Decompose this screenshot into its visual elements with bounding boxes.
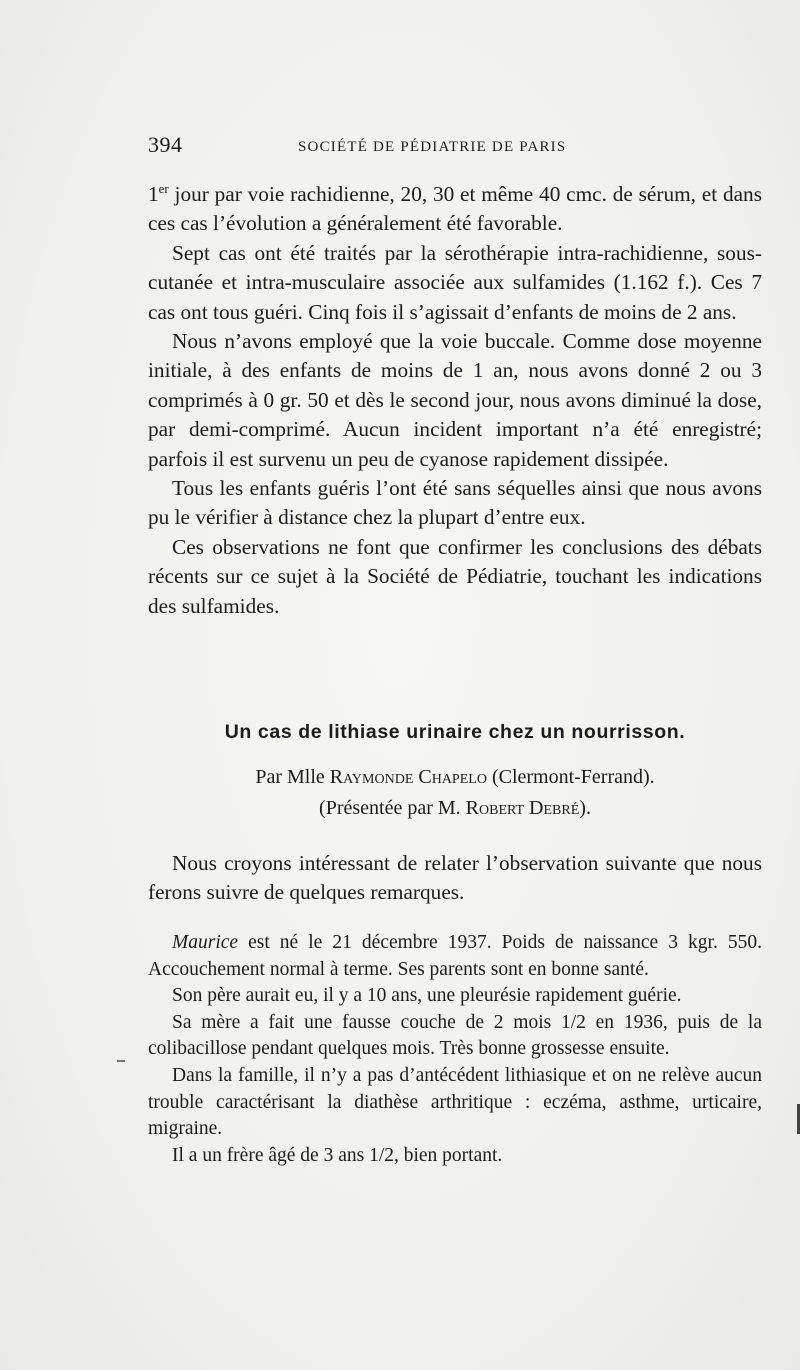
- presenter-name: Robert Debré: [465, 797, 580, 819]
- presenter-suffix: ).: [579, 797, 591, 819]
- case-paragraph-1: [148, 930, 762, 983]
- author-location: (Clermont-Ferrand).: [486, 766, 655, 788]
- case-paragraph-2: Son père aurait eu, il y a 10 ans, une pleurésie rapidement guérie.: [172, 985, 682, 1007]
- intro-text: [148, 180, 762, 621]
- case-paragraph-4: Dans la famille, il n’y a pas d’antécédent lithiasique et on ne relève aucun trouble caractérisant la diathèse arthritique : eczéma, asthme, urticaire, migraine.: [148, 1064, 762, 1140]
- ordinal-number: 1: [148, 182, 159, 206]
- page-number: 394: [148, 132, 183, 157]
- presenter-prefix: (Présentée par M.: [319, 797, 466, 819]
- page-header: [148, 132, 760, 162]
- ordinal-superscript: er: [158, 181, 169, 196]
- article-title: Un cas de lithiase urinaire chez un nourrisson.: [224, 721, 686, 743]
- author-byline: [148, 766, 762, 789]
- intro-paragraph-1: [148, 180, 762, 239]
- intro-paragraph-3: Nous n’avons employé que la voie buccale. Comme dose moyenne initiale, à des enfants de moins de 1 an, nous avons donné 2 ou 3 comprimés à 0 gr. 50 et dès le second jour, nous avons diminué la dose, par demi-comprimé. Aucun incident important n’a été enregistré; parfois il est survenu un peu de cyanose rapidement dissipée.: [148, 329, 762, 471]
- intro-paragraph-1-text: jour par voie rachidienne, 20, 30 et même 40 cmc. de sérum, et dans ces cas l’évolution a généralement été favorable.: [148, 182, 762, 236]
- case-paragraph-1-text: est né le 21 décembre 1937. Poids de naissance 3 kgr. 550. Accouchement normal à terme. Ses parents sont en bonne santé.: [148, 932, 762, 980]
- presenter-byline: [148, 797, 762, 820]
- intro-paragraph-5: Ces observations ne font que confirmer les conclusions des débats récents sur ce sujet à la Société de Pédiatrie, touchant les indications des sulfamides.: [148, 534, 762, 618]
- case-paragraph-3: Sa mère a fait une fausse couche de 2 mois 1/2 en 1936, puis de la colibacillose pendant quelques mois. Très bonne grossesse ensuite.: [148, 1011, 762, 1060]
- running-title: SOCIÉTÉ DE PÉDIATRIE DE PARIS: [298, 139, 567, 155]
- patient-name: Maurice: [172, 932, 239, 953]
- lead-paragraph: Nous croyons intéressant de relater l’observation suivante que nous ferons suivre de quelques remarques.: [148, 851, 762, 905]
- author-name: Raymonde Chapelo: [329, 766, 487, 788]
- margin-mark: [117, 1060, 125, 1062]
- intro-paragraph-4: Tous les enfants guéris l’ont été sans séquelles ainsi que nous avons pu le vérifier à distance chez la plupart d’entre eux.: [148, 476, 762, 530]
- case-paragraph-5: Il a un frère âgé de 3 ans 1/2, bien portant.: [172, 1144, 503, 1166]
- case-report: [148, 930, 762, 1169]
- byline-prefix: Par Mlle: [255, 766, 330, 788]
- intro-paragraph-2: Sept cas ont été traités par la sérothérapie intra-rachidienne, sous-cutanée et intra-musculaire associée aux sulfamides (1.162 f.). Ces 7 cas ont tous guéri. Cinq fois il s’agissait d’enfants de moins de 2 ans.: [148, 240, 762, 324]
- article-lead: [148, 849, 762, 908]
